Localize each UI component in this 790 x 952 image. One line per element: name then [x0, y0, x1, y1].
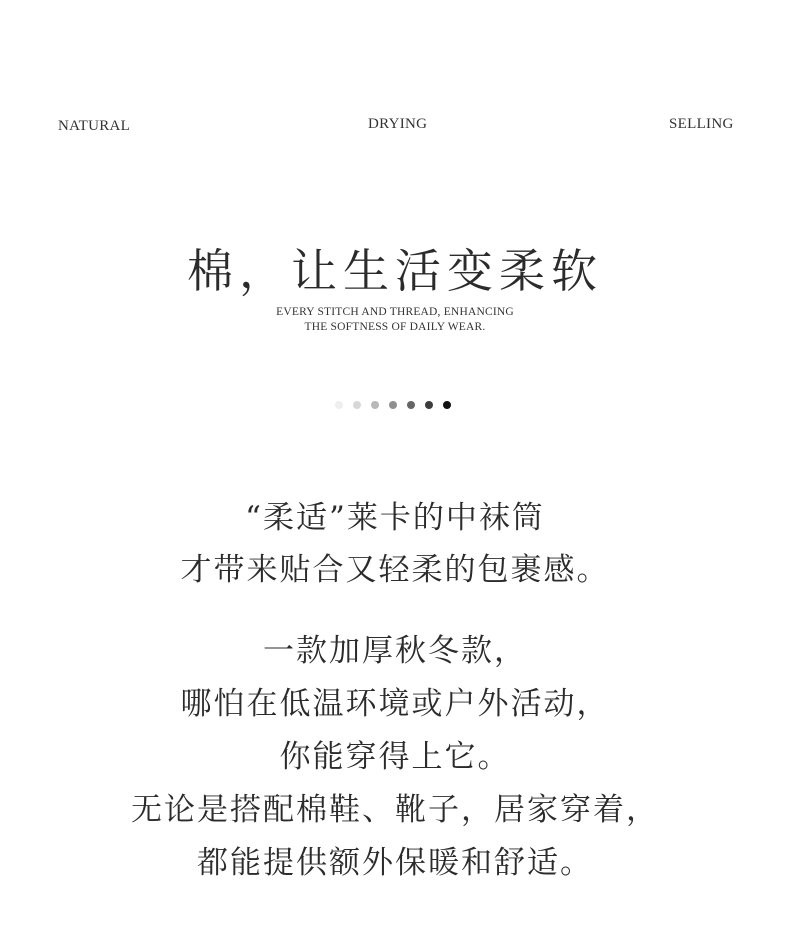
paragraph-comfort: [0, 492, 790, 596]
carousel-dot[interactable]: [353, 401, 361, 409]
nav-label-natural: NATURAL: [58, 118, 131, 134]
carousel-dot[interactable]: [371, 401, 379, 409]
paragraph-line: 才带来贴合又轻柔的包裹感。: [180, 552, 610, 588]
subtitle-line-1: EVERY STITCH AND THREAD, ENHANCING: [276, 306, 514, 318]
paragraph-warmth: [0, 625, 790, 890]
carousel-dot[interactable]: [335, 401, 343, 409]
paragraph-line: 你能穿得上它。: [279, 739, 511, 775]
top-nav: [0, 116, 790, 138]
carousel-dot[interactable]: [443, 401, 451, 409]
paragraph-line: 一款加厚秋冬款，: [263, 633, 527, 669]
paragraph-line: “柔适”莱卡的中袜筒: [245, 500, 545, 536]
nav-label-drying: DRYING: [368, 116, 428, 132]
subtitle-line-2: THE SOFTNESS OF DAILY WEAR.: [304, 321, 486, 333]
paragraph-line: 无论是搭配棉鞋、靴子，居家穿着，: [131, 792, 659, 828]
paragraph-line: 哪怕在低温环境或户外活动，: [180, 686, 610, 722]
carousel-dot[interactable]: [407, 401, 415, 409]
carousel-dot[interactable]: [389, 401, 397, 409]
paragraph-line: 都能提供额外保暖和舒适。: [197, 845, 593, 881]
carousel-dot[interactable]: [425, 401, 433, 409]
carousel-indicator: [335, 401, 455, 411]
page-subtitle: [0, 305, 790, 335]
page-title: 棉，让生活变柔软: [187, 244, 603, 298]
nav-label-selling: SELLING: [669, 116, 734, 132]
